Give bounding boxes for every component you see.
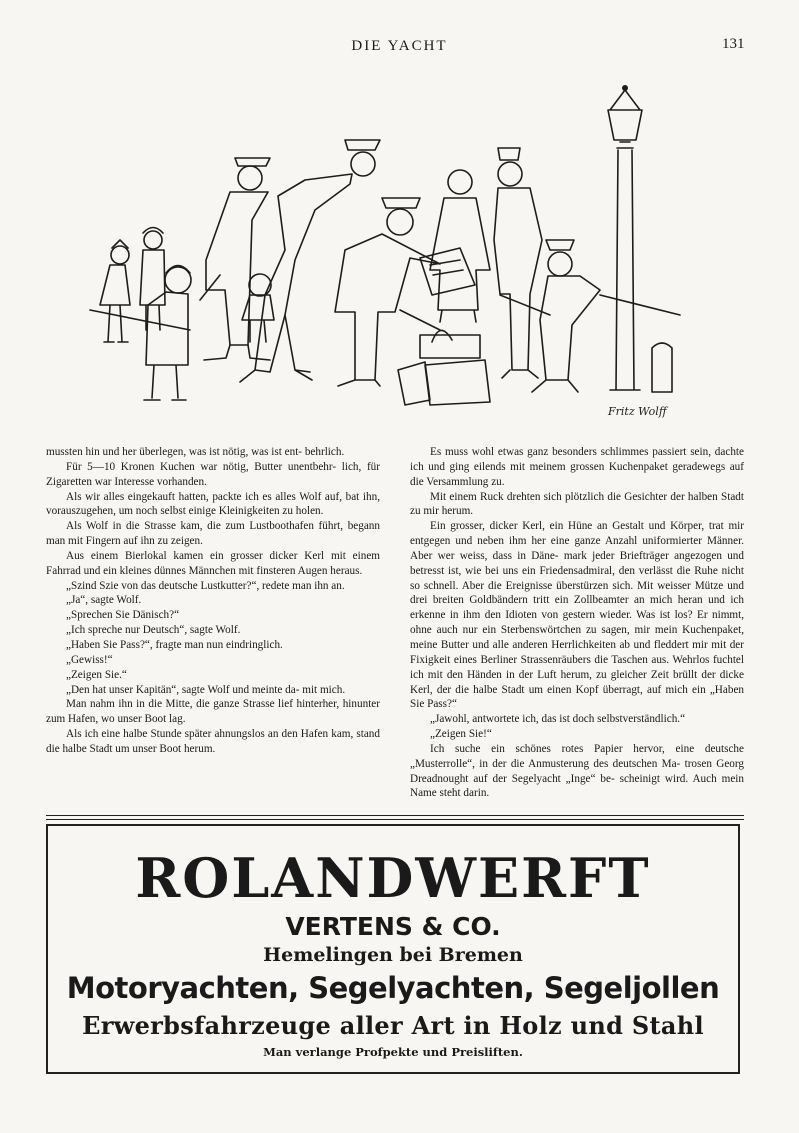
article-paragraph: „Haben Sie Pass?“, fragte man nun eindringlich. [66,638,283,651]
article-paragraph: Ein grosser, dicker Kerl, ein Hüne an Gestalt und Körper, trat mir entgegen und neben ihm her eine ganze Anzahl uniformierter Männer. Aber wer weiss, dass in Däne- mark jeder Briefträger angezogen und betresst ist, wie bei uns ein Friedensadmiral, den verlässt die Ruhe nicht so schnell. Aber die Ereignisse überstürzen sich. Mit weisser Mütze und drei breiten Goldbändern tritt ein Zollbeamter an mich heran und ich erkenne in ihm den Idioten von gestern wieder. Was ist los? Er nimmt, ohne auch nur ein Sterbenswörtchen zu sagen, mir mein Kuchenpaket, meine Butter und alle anderen Herrlichkeiten ab und fleddert mir mit der Fixigkeit eines Berliner Strassenräubers die Taschen aus. Wehrlos fuchtel ich mit den Händen in der Luft herum, zu gleicher Zeit brüllt der dicke Kerl, der die halbe Stadt um einen Kopf überragt, auf mich ein „Haben Sie Pass?“ [410,520,744,711]
child-figure [100,240,130,342]
article-paragraph: „Gewiss!“ [66,653,113,666]
ad-brochure-note: Man verlange Profpekte und Preisliften. [263,1045,523,1059]
officer-figure [200,158,270,360]
ad-company-name: ROLANDWERFT [135,846,651,910]
article-paragraph: „Sprechen Sie Dänisch?“ [66,609,180,622]
ad-firm-name: VERTENS & CO. [285,912,501,941]
article-paragraph: „Zeigen Sie!“ [430,728,492,741]
cap-man-figure [532,240,600,392]
article-paragraph: Es muss wohl etwas ganz besonders schlimmes passiert sein, dachte ich und ging eilends mit meinem grossen Kuchenpaket geradewegs auf die Versammlung zu. [410,446,744,488]
article-paragraph: Als Wolf in die Strasse kam, die zum Lustboothafen führt, begann man mit Fingern auf ihn zu zeigen. [46,520,380,548]
page-number: 131 [722,36,745,52]
article-paragraph: Als ich eine halbe Stunde später ahnungslos an den Hafen kam, stand die halbe Stadt um unser Boot herum. [46,728,380,755]
running-header: DIE YACHT [351,38,448,54]
artist-signature: Fritz Wolff [608,405,667,418]
lamp-post [608,85,642,390]
separator-rule [46,819,744,820]
ad-location: Hemelingen bei Bremen [263,944,523,966]
cartoon-illustration [80,80,720,440]
ad-boat-types: Motoryachten, Segelyachten, Segeljollen [66,971,720,1005]
officer-figure [240,140,380,382]
article-paragraph: Mit einem Ruck drehten sich plötzlich die Gesichter der halben Stadt zu mir herum. [410,490,744,518]
article-paragraph: mussten hin und her überlegen, was ist nötig, was ist ent- behrlich. [46,446,345,458]
top-hat-man-figure [494,148,542,378]
article-paragraph: „Den hat unser Kapitän“, sagte Wolf und meinte da- mit mich. [66,683,346,696]
article-paragraph: Man nahm ihn in die Mitte, die ganze Strasse lief hinterher, hinunter zum Hafen, wo unser Boot lag. [46,698,380,726]
article-paragraph: „Ich spreche nur Deutsch“, sagte Wolf. [66,624,241,637]
article-paragraph: Als wir alles eingekauft hatten, packte ich es alles Wolf auf, bat ihn, vorauszugehen, um noch selbst einige Kleinigkeiten zu holen. [46,490,380,518]
article-paragraph: Aus einem Bierlokal kamen ein grosser dicker Kerl mit einem Fahrrad und ein kleines dünnes Männchen mit finsteren Augen heraus. [46,549,380,577]
child-figure [140,228,165,331]
article-paragraph: „Ja“, sagte Wolf. [66,594,142,607]
separator-rule [46,815,744,816]
ad-vessel-types: Erwerbsfahrzeuge aller Art in Holz und Stahl [82,1011,704,1040]
boy-figure [144,266,191,401]
article-paragraph: „Szind Szie von das deutsche Lustkutter?“, redete man ihn an. [66,579,345,592]
rolandwerft-advertisement [46,824,740,1074]
article-paragraph: Für 5—10 Kronen Kuchen war nötig, Butter unentbehr- lich, für Zigaretten war Interesse vorhanden. [46,460,380,488]
article-paragraph: Ich suche ein schönes rotes Papier hervor, eine deutsche „Musterrolle“, in der die Anmusterung des deutschen Ma- trosen Georg Dreadnought auf der Segelyacht „Inge“ be- scheinigt wird. Auch mein Name steht darin. [410,742,744,800]
article-column-right [410,445,744,801]
packages-pile [398,330,490,405]
bald-man-figure [430,170,490,322]
article-paragraph: „Zeigen Sie.“ [66,668,127,681]
article-column-left [46,445,380,757]
article-paragraph: „Jawohl, antwortete ich, das ist doch selbstverständlich.“ [430,713,686,726]
